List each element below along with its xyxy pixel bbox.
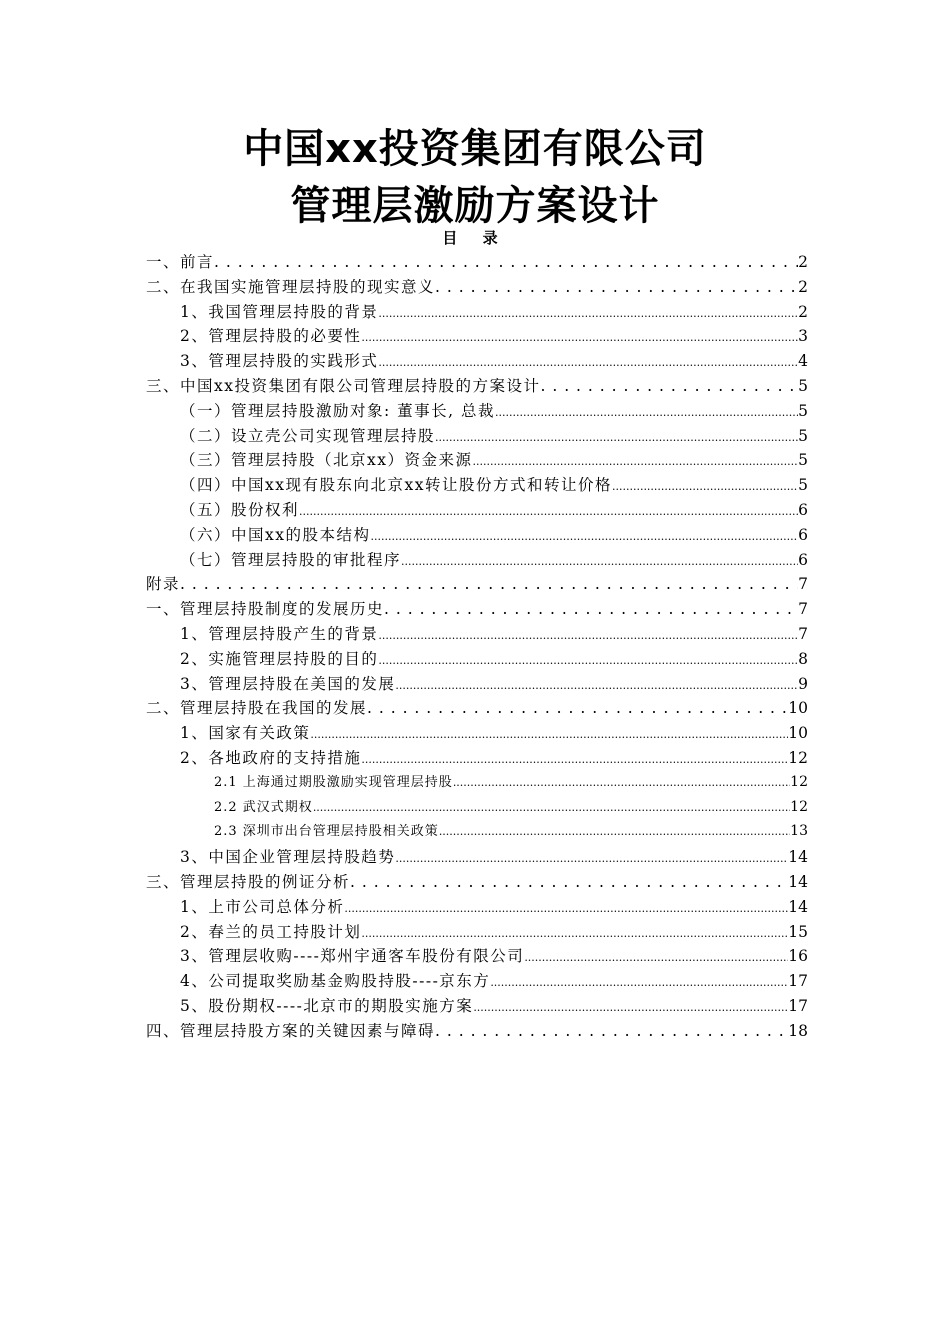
toc-entry[interactable] xyxy=(146,696,808,721)
toc-page-number: 10 xyxy=(788,699,808,718)
toc-entry-title: 附录 xyxy=(146,575,181,594)
toc-entry-title: 二、管理层持股在我国的发展 xyxy=(146,699,368,718)
toc-page-number: 5 xyxy=(798,476,808,495)
toc-entry-title: 2.3 深圳市出台管理层持股相关政策 xyxy=(214,824,439,840)
toc-leader xyxy=(453,772,790,790)
toc-entry-title: 4、公司提取奖励基金购股持股----京东方 xyxy=(180,972,491,991)
toc-leader xyxy=(299,501,798,519)
toc-leader xyxy=(435,278,798,296)
toc-leader xyxy=(378,625,798,643)
toc-page-number: 2 xyxy=(798,277,808,296)
toc-entry-title: 二、在我国实施管理层持股的现实意义 xyxy=(146,277,436,296)
toc-page-number: 6 xyxy=(798,500,808,519)
toc-page-number: 17 xyxy=(788,996,808,1015)
toc-page-number: 5 xyxy=(798,426,808,445)
toc-entry[interactable] xyxy=(146,647,808,672)
toc-leader xyxy=(367,699,788,717)
toc-leader xyxy=(435,427,798,445)
toc-leader xyxy=(439,821,790,839)
toc-leader xyxy=(495,402,798,420)
document-title-line2: 管理层激励方案设计 xyxy=(290,183,660,229)
toc-entry-title: 一、前言 xyxy=(146,253,215,271)
toc-entry[interactable] xyxy=(146,448,808,473)
toc-entry-title: 1、国家有关政策 xyxy=(180,724,311,743)
toc-leader xyxy=(612,476,798,494)
toc-leader xyxy=(541,377,799,395)
toc-entry[interactable] xyxy=(146,672,808,697)
toc-page-number: 7 xyxy=(798,624,808,643)
toc-page-number: 13 xyxy=(790,823,808,840)
toc-entry[interactable] xyxy=(146,994,808,1019)
toc-entry-title: 2.2 武汉式期权 xyxy=(214,799,313,815)
toc-entry[interactable] xyxy=(146,895,808,920)
toc-entry-title: （三）管理层持股（北京xx）资金来源 xyxy=(180,451,473,470)
toc-page-number: 3 xyxy=(798,327,808,346)
toc-entry-title: 3、管理层收购----郑州宇通客车股份有限公司 xyxy=(180,947,525,966)
toc-leader xyxy=(524,947,788,965)
document-title-line1: 中国xx投资集团有限公司 xyxy=(243,126,707,172)
toc-entry-title: 三、管理层持股的例证分析 xyxy=(146,872,351,891)
toc-page-number: 2 xyxy=(798,253,808,271)
toc-entry[interactable] xyxy=(146,523,808,548)
toc-entry-title: 2、管理层持股的必要性 xyxy=(180,327,362,346)
toc-entry-title: 2、春兰的员工持股计划 xyxy=(180,922,362,941)
toc-entry[interactable] xyxy=(146,870,808,895)
toc-entry[interactable] xyxy=(146,721,808,746)
toc-entry-title: 3、管理层持股在美国的发展 xyxy=(180,674,396,693)
toc-entry-title: （六）中国xx的股本结构 xyxy=(180,525,371,544)
toc-entry[interactable] xyxy=(146,498,808,523)
toc-entry-title: （二）设立壳公司实现管理层持股 xyxy=(180,426,436,445)
toc-page-number: 16 xyxy=(788,947,808,966)
toc-entry-title: 四、管理层持股方案的关键因素与障碍 xyxy=(146,1021,436,1040)
toc-entry-title: 1、我国管理层持股的背景 xyxy=(180,302,379,321)
toc-page-number: 8 xyxy=(798,649,808,668)
toc-page-number: 5 xyxy=(798,376,808,395)
toc-leader xyxy=(180,575,798,593)
toc-entry[interactable] xyxy=(146,324,808,349)
toc-entry-title: （五）股份权利 xyxy=(180,500,300,519)
toc-leader xyxy=(378,352,798,370)
toc-leader xyxy=(313,797,790,815)
toc-entry-title: 5、股份期权----北京市的期股实施方案 xyxy=(180,996,474,1015)
toc-page-number: 17 xyxy=(788,972,808,991)
toc-page-number: 4 xyxy=(798,352,808,371)
toc-leader xyxy=(350,873,788,891)
toc-leader xyxy=(378,650,798,668)
toc-page-number: 15 xyxy=(788,922,808,941)
toc-entry[interactable] xyxy=(146,1019,808,1044)
toc-leader xyxy=(214,253,798,271)
toc-page-number: 12 xyxy=(790,798,808,815)
toc-entry[interactable] xyxy=(146,820,808,845)
toc-page-number: 6 xyxy=(798,525,808,544)
toc-entry[interactable] xyxy=(146,771,808,796)
toc-page-number: 5 xyxy=(798,451,808,470)
toc-entry[interactable] xyxy=(146,250,808,275)
toc-page-number: 14 xyxy=(788,872,808,891)
toc-entry[interactable] xyxy=(146,374,808,399)
toc-page-number: 7 xyxy=(798,600,808,619)
toc-entry[interactable] xyxy=(146,399,808,424)
toc-leader xyxy=(361,749,788,767)
toc-page-number: 10 xyxy=(788,724,808,743)
toc-leader xyxy=(401,551,798,569)
toc-entry[interactable] xyxy=(146,969,808,994)
toc-leader xyxy=(361,923,788,941)
toc-entry[interactable] xyxy=(146,746,808,771)
toc-entry[interactable] xyxy=(146,845,808,870)
toc-entry[interactable] xyxy=(146,920,808,945)
toc-page-number: 7 xyxy=(798,575,808,594)
toc-entry-title: 2.1 上海通过期股激励实现管理层持股 xyxy=(214,774,453,790)
toc-leader xyxy=(344,898,788,916)
toc-leader xyxy=(395,675,798,693)
toc-entry[interactable] xyxy=(146,349,808,374)
toc-page-number: 12 xyxy=(790,773,808,790)
toc-entry-title: （四）中国xx现有股东向北京xx转让股份方式和转让价格 xyxy=(180,476,612,495)
toc-entry-title: （七）管理层持股的审批程序 xyxy=(180,550,402,569)
toc-entry[interactable] xyxy=(146,548,808,573)
toc-entry[interactable] xyxy=(146,944,808,969)
toc-page-number: 14 xyxy=(788,897,808,916)
toc-page-number: 6 xyxy=(798,550,808,569)
toc-entry[interactable] xyxy=(146,597,808,622)
toc-entry-title: 三、中国xx投资集团有限公司管理层持股的方案设计 xyxy=(146,376,541,395)
toc-leader xyxy=(384,600,798,618)
table-of-contents xyxy=(146,250,808,1044)
toc-entry[interactable] xyxy=(146,572,808,597)
toc-entry[interactable] xyxy=(146,300,808,325)
toc-heading: 目 录 xyxy=(442,229,508,247)
toc-leader xyxy=(370,526,798,544)
toc-page-number: 9 xyxy=(798,674,808,693)
toc-entry[interactable] xyxy=(146,424,808,449)
toc-page-number: 18 xyxy=(788,1021,808,1040)
toc-leader xyxy=(310,724,788,742)
toc-entry-title: 2、各地政府的支持措施 xyxy=(180,748,362,767)
toc-leader xyxy=(473,997,788,1015)
toc-entry-title: 1、上市公司总体分析 xyxy=(180,897,345,916)
toc-leader xyxy=(435,1022,788,1040)
toc-entry-title: 3、中国企业管理层持股趋势 xyxy=(180,848,396,867)
toc-entry-title: 2、实施管理层持股的目的 xyxy=(180,649,379,668)
toc-leader xyxy=(395,848,788,866)
toc-entry-title: 1、管理层持股产生的背景 xyxy=(180,624,379,643)
toc-leader xyxy=(378,303,798,321)
toc-entry[interactable] xyxy=(146,275,808,300)
toc-page-number: 14 xyxy=(788,848,808,867)
toc-leader xyxy=(490,972,788,990)
toc-leader xyxy=(472,451,798,469)
toc-leader xyxy=(361,327,798,345)
toc-entry-title: 3、管理层持股的实践形式 xyxy=(180,352,379,371)
toc-entry[interactable] xyxy=(146,796,808,821)
toc-page-number: 5 xyxy=(798,401,808,420)
toc-entry[interactable] xyxy=(146,622,808,647)
toc-page-number: 2 xyxy=(798,302,808,321)
toc-entry-title: （一）管理层持股激励对象: 董事长, 总裁 xyxy=(180,401,496,420)
toc-entry-title: 一、管理层持股制度的发展历史 xyxy=(146,600,385,619)
toc-page-number: 12 xyxy=(788,748,808,767)
toc-entry[interactable] xyxy=(146,473,808,498)
